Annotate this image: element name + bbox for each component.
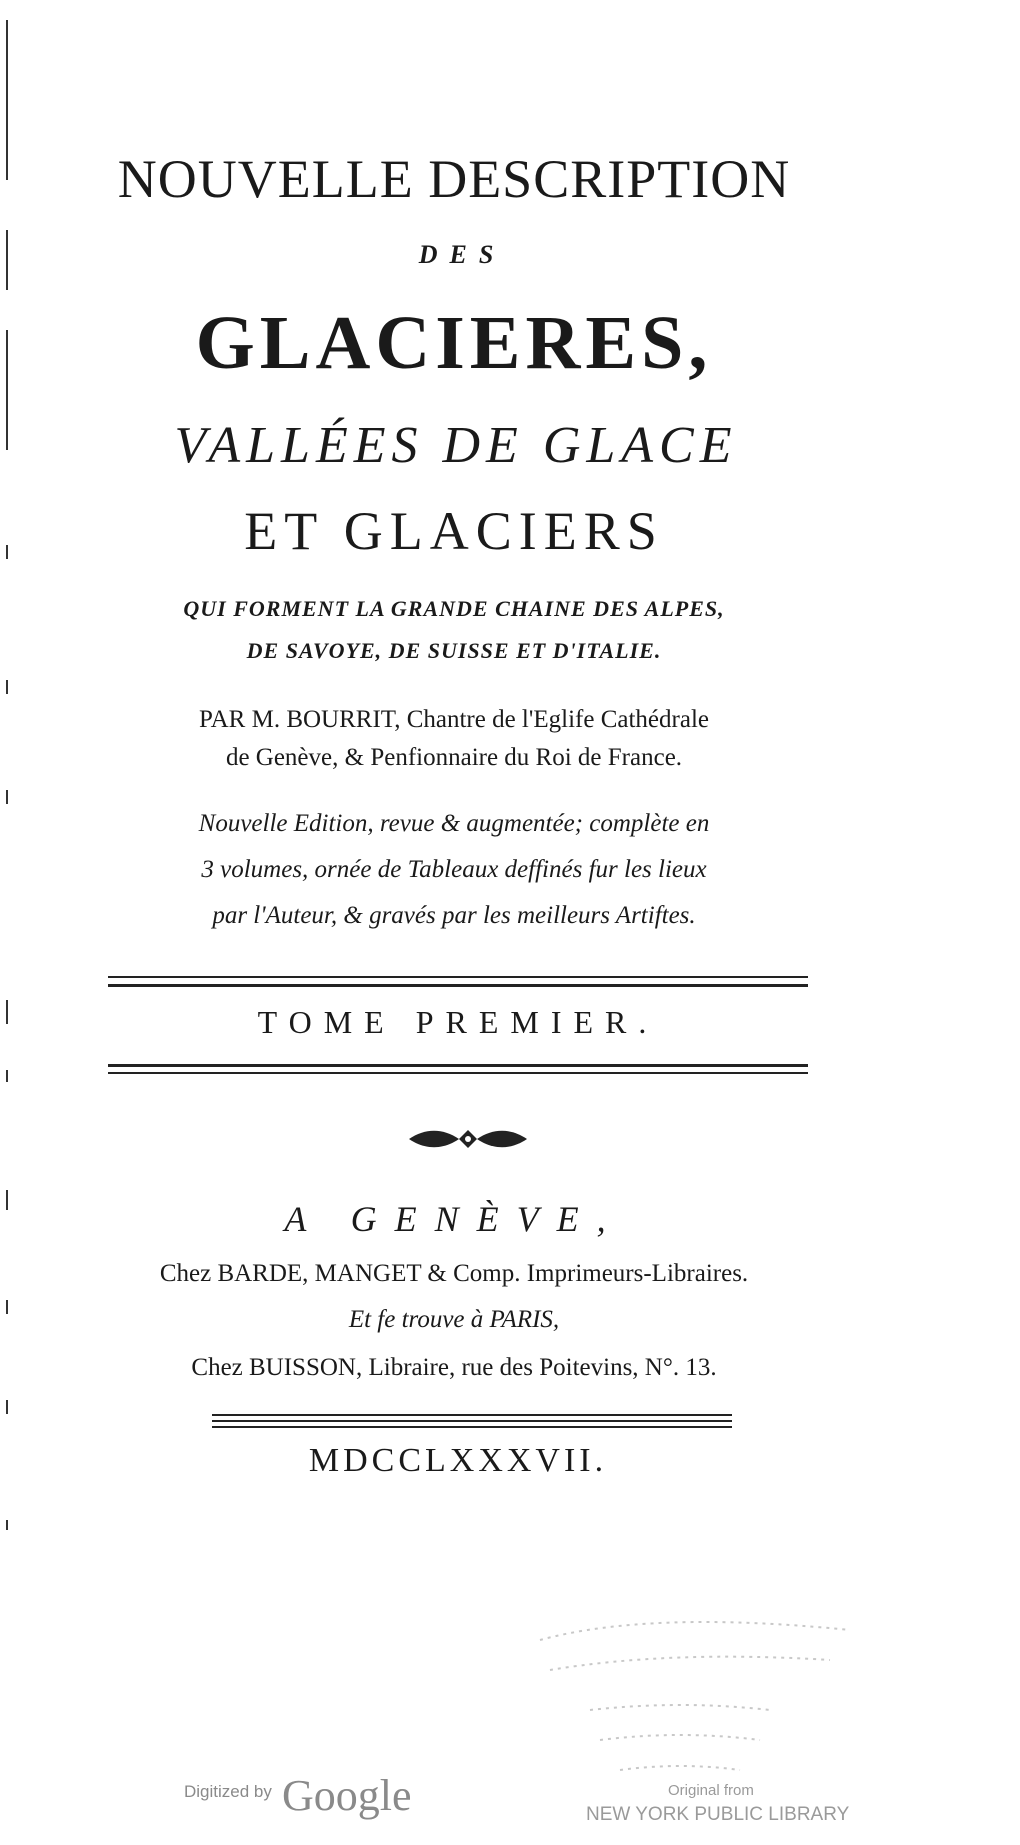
title-line-des: DES — [418, 240, 506, 269]
digitized-by-label: Digitized by — [184, 1782, 272, 1801]
double-rule-bottom — [108, 1064, 808, 1067]
binding-mark — [6, 1400, 8, 1414]
edition-line-2: 3 volumes, ornée de Tableaux deffinés fur les lieux — [201, 856, 707, 883]
binding-mark — [6, 680, 8, 694]
ornamental-rule — [212, 1420, 732, 1422]
subtitle-line-1: QUI FORMENT LA GRANDE CHAINE DES ALPES, — [183, 596, 725, 621]
binding-mark — [6, 1520, 8, 1530]
title-line-nouvelle-description: NOUVELLE DESCRIPTION — [117, 149, 791, 209]
double-rule-bottom — [108, 1072, 808, 1074]
edition-line-3: par l'Auteur, & gravés par les meilleurs Artiftes. — [212, 902, 696, 929]
library-stamp-icon — [530, 1600, 860, 1790]
library-name: NEW YORK PUBLIC LIBRARY — [586, 1804, 850, 1825]
publisher-line-1: Chez BARDE, MANGET & Comp. Imprimeurs-Libraires. — [159, 1260, 749, 1287]
ornamental-rule — [212, 1426, 732, 1428]
title-line-vallees: VALLÉES DE GLACE — [174, 417, 738, 474]
author-line-1: PAR M. BOURRIT, Chantre de l'Eglife Cathédrale — [199, 706, 709, 733]
original-from-label: Original from — [668, 1782, 754, 1799]
edition-line-1: Nouvelle Edition, revue & augmentée; complète en — [198, 810, 710, 837]
title-line-glacieres: GLACIERES, — [195, 301, 713, 385]
printer-ornament-icon — [405, 1124, 531, 1154]
title-line-et-glaciers: ET GLACIERS — [244, 501, 664, 561]
author-line-2: de Genève, & Penfionnaire du Roi de France. — [225, 744, 683, 771]
binding-mark — [6, 790, 8, 804]
binding-mark — [6, 1070, 8, 1082]
google-logo: Google — [282, 1771, 412, 1820]
double-rule-top — [108, 984, 808, 987]
publisher-line-3: Chez BUISSON, Libraire, rue des Poitevins, N°. 13. — [191, 1354, 717, 1381]
imprint-place: A GENÈVE, — [284, 1199, 624, 1239]
double-rule-top — [108, 976, 808, 978]
publication-date: MDCCLXXXVII. — [308, 1442, 608, 1479]
ornamental-rule — [212, 1414, 732, 1416]
volume-label: TOME PREMIER. — [257, 1004, 659, 1040]
subtitle-line-2: DE SAVOYE, DE SUISSE ET D'ITALIE. — [246, 638, 662, 663]
publisher-line-2: Et fe trouve à PARIS, — [348, 1306, 560, 1333]
